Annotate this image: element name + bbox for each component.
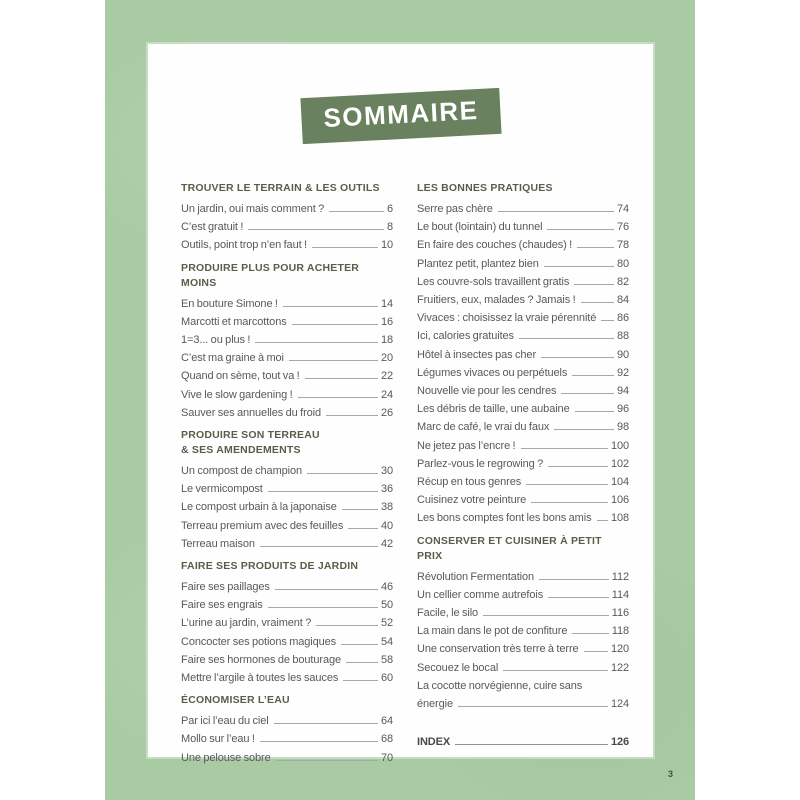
toc-leader-line	[526, 484, 608, 485]
toc-entry-page: 78	[616, 239, 629, 252]
toc-entry	[417, 586, 629, 604]
toc-entry	[181, 313, 393, 331]
toc-entry	[181, 712, 393, 730]
toc-leader-line	[531, 502, 608, 503]
toc-entry-label: C’est gratuit !	[181, 221, 244, 234]
toc-leader-line	[539, 579, 609, 580]
toc-entry-page: 70	[380, 751, 393, 764]
toc-entry-page: 122	[610, 661, 629, 674]
toc-entry-page: 26	[380, 406, 393, 419]
toc-entry-label: Hôtel à insectes pas cher	[417, 348, 537, 361]
toc-leader-line	[541, 357, 614, 358]
toc-entry-page: 86	[616, 312, 629, 325]
toc-leader-line	[584, 651, 608, 652]
toc-entry	[417, 364, 629, 382]
toc-entry	[417, 455, 629, 473]
toc-leader-line	[577, 247, 614, 248]
toc-entry-label: Parlez-vous le regrowing ?	[417, 457, 544, 470]
toc-entry-page: 116	[611, 607, 629, 620]
section-heading-line: TROUVER LE TERRAIN & LES OUTILS	[181, 182, 380, 194]
toc-leader-line	[348, 528, 378, 529]
toc-leader-line	[248, 229, 384, 230]
toc-entry-label: L’urine au jardin, vraiment ?	[181, 617, 312, 630]
toc-entry-page: 96	[616, 403, 629, 416]
toc-entry-page: 64	[380, 715, 393, 728]
toc-entry-label: Marcotti et marcottons	[181, 315, 287, 328]
toc-entry	[417, 400, 629, 418]
toc-entry-page: 58	[380, 653, 393, 666]
toc-entry-page: 22	[380, 370, 393, 383]
toc-entry-page: 108	[610, 512, 629, 525]
toc-entry	[181, 535, 393, 553]
toc-leader-line	[574, 284, 614, 285]
toc-entry-page: 8	[386, 221, 393, 234]
toc-entry-label: 1=3... ou plus !	[181, 334, 251, 347]
toc-entry	[417, 291, 629, 309]
toc-leader-line	[307, 473, 378, 474]
toc-entry-page: 80	[616, 257, 629, 270]
toc-entry-page: 68	[380, 733, 393, 746]
toc-entry-page: 18	[380, 334, 393, 347]
toc-entry-label: Les bons comptes font les bons amis	[417, 512, 592, 525]
toc-entry-page: 94	[616, 385, 629, 398]
toc-leader-line	[316, 625, 378, 626]
toc-leader-line	[289, 360, 378, 361]
toc-entry-label: Le bout (lointain) du tunnel	[417, 221, 543, 234]
toc-entry-label: Secouez le bocal	[417, 661, 499, 674]
toc-entry-label: Marc de café, le vrai du faux	[417, 421, 550, 434]
section-heading	[181, 559, 393, 574]
section-heading-line: & SES AMENDEMENTS	[181, 444, 301, 457]
toc-leader-line	[597, 520, 608, 521]
page-title-banner	[300, 88, 501, 144]
toc-entry-label: En faire des couches (chaudes) !	[417, 239, 573, 252]
toc-entry	[417, 568, 629, 586]
toc-leader-line	[292, 324, 378, 325]
toc-entry-label: C’est ma graine à moi	[181, 352, 284, 365]
section-heading-line: PRODUIRE SON TERREAU	[181, 429, 320, 442]
toc-entry-page: 90	[616, 348, 629, 361]
toc-entry-label: Concocter ses potions magiques	[181, 635, 337, 648]
toc-entry	[417, 382, 629, 400]
toc-entry	[417, 473, 629, 491]
toc-entry-label: Cuisinez votre peinture	[417, 494, 527, 507]
toc-entry-page: 46	[380, 581, 393, 594]
page-number-folio: 3	[667, 769, 673, 779]
toc-leader-line	[548, 466, 608, 467]
toc-entry-label: En bouture Simone !	[181, 297, 278, 310]
toc-leader-line	[572, 375, 614, 376]
toc-leader-line	[547, 229, 613, 230]
toc-entry	[417, 309, 629, 327]
toc-entry-page: 40	[380, 519, 393, 532]
toc-entry-page: 92	[616, 366, 629, 379]
toc-entry-page: 84	[616, 294, 629, 307]
section-heading	[181, 693, 393, 708]
toc-entry-page: 118	[611, 625, 629, 638]
toc-entry	[181, 236, 393, 254]
toc-entry-page: 106	[610, 494, 629, 507]
toc-leader-line	[572, 633, 608, 634]
book-cover-background	[105, 0, 695, 800]
toc-entry	[417, 346, 629, 364]
toc-section	[417, 181, 629, 528]
toc-entry-label: Sauver ses annuelles du froid	[181, 406, 322, 419]
toc-entry	[181, 480, 393, 498]
toc-leader-line	[312, 247, 378, 248]
toc-entry-label: Légumes vivaces ou perpétuels	[417, 366, 568, 379]
toc-leader-line	[274, 723, 378, 724]
section-heading-line: LES BONNES PRATIQUES	[417, 182, 553, 194]
toc-entry-label: Les couvre-sols travaillent gratis	[417, 275, 570, 288]
toc-leader-line	[255, 342, 378, 343]
toc-entry-page: 112	[611, 570, 629, 583]
toc-entry	[181, 498, 393, 516]
section-heading	[181, 181, 393, 196]
toc-entry-page: 36	[380, 483, 393, 496]
toc-entry-page: 104	[610, 476, 629, 489]
toc-leader-line	[483, 615, 609, 616]
section-heading	[417, 181, 629, 196]
toc-entry-label: énergie	[417, 698, 453, 711]
page-title: SOMMAIRE	[322, 94, 479, 134]
toc-entry	[417, 733, 629, 751]
toc-section	[417, 733, 629, 751]
toc-entry-page: 98	[616, 421, 629, 434]
toc-entry-page: 120	[610, 643, 629, 656]
toc-entry-label: Ici, calories gratuites	[417, 330, 514, 343]
toc-entry-label: Terreau premium avec des feuilles	[181, 519, 344, 532]
toc-entry-label: Facile, le silo	[417, 607, 479, 620]
toc-entry	[417, 640, 629, 658]
toc-leader-line	[329, 211, 384, 212]
toc-leader-line	[342, 509, 378, 510]
toc-section	[181, 559, 393, 687]
toc-entry-page: 114	[611, 588, 629, 601]
toc-entry	[417, 327, 629, 345]
toc-entry	[417, 255, 629, 273]
toc-entry-label: Une pelouse sobre	[181, 751, 271, 764]
toc-entry	[417, 491, 629, 509]
toc-leader-line	[260, 741, 378, 742]
toc-section	[181, 261, 393, 422]
toc-entry-label: Par ici l’eau du ciel	[181, 715, 269, 728]
toc-entry-page: 76	[616, 221, 629, 234]
toc-entry	[181, 349, 393, 367]
section-heading-line: FAIRE SES PRODUITS DE JARDIN	[181, 560, 359, 573]
section-heading	[181, 261, 393, 291]
toc-entry-label: Outils, point trop n’en faut !	[181, 239, 307, 252]
toc-entry-page: 16	[380, 315, 393, 328]
toc-entry-page: 102	[610, 457, 629, 470]
toc-leader-line	[519, 338, 614, 339]
toc-entry	[181, 651, 393, 669]
section-heading-line: PRODUIRE PLUS POUR ACHETER MOINS	[181, 261, 360, 289]
toc-entry-label: Faire ses engrais	[181, 599, 263, 612]
toc-leader-line	[260, 546, 378, 547]
toc-entry-label: Un jardin, oui mais comment ?	[181, 203, 325, 215]
toc-leader-line	[544, 266, 614, 267]
toc-entry	[181, 596, 393, 614]
toc-entry	[417, 509, 629, 527]
toc-entry-label: Vive le slow gardening !	[181, 388, 293, 401]
toc-section	[181, 181, 393, 255]
toc-leader-line	[268, 491, 378, 492]
toc-entry	[181, 295, 393, 313]
toc-entry-page: 82	[616, 275, 629, 288]
toc-entry-page: 126	[610, 736, 629, 749]
toc-entry-label: INDEX	[417, 736, 451, 749]
toc-entry	[181, 218, 393, 236]
toc-entry	[181, 614, 393, 632]
toc-section	[417, 534, 629, 714]
toc-leader-line	[601, 320, 614, 321]
toc-entry	[181, 331, 393, 349]
toc-entry	[181, 404, 393, 422]
toc-entry-page: 88	[616, 330, 629, 343]
toc-entry-label: Quand on sème, tout va !	[181, 370, 300, 383]
toc-entry	[417, 437, 629, 455]
toc-entry-label: Plantez petit, plantez bien	[417, 257, 539, 270]
toc-entry-page: 74	[616, 203, 629, 215]
toc-leader-line	[458, 706, 608, 707]
toc-leader-line	[554, 429, 614, 430]
toc-leader-line	[298, 397, 378, 398]
toc-entry-label: Faire ses paillages	[181, 581, 270, 594]
toc-entry-label: Récup en tous genres	[417, 476, 522, 489]
toc-entry	[181, 578, 393, 596]
toc-entry-page: 10	[380, 239, 393, 252]
toc-entry-label: Un compost de champion	[181, 465, 303, 478]
toc-entry	[181, 462, 393, 480]
toc-entry-label: Une conservation très terre à terre	[417, 643, 579, 656]
toc-leader-line	[521, 448, 608, 449]
toc-entry-page: 38	[380, 501, 393, 514]
toc-entry-label: Terreau maison	[181, 537, 255, 550]
toc-entry	[181, 633, 393, 651]
toc-leader-line	[341, 644, 378, 645]
toc-leader-line	[575, 411, 614, 412]
toc-entry-label: La main dans le pot de confiture	[417, 625, 568, 638]
toc-leader-line	[326, 415, 378, 416]
toc-entry	[417, 659, 629, 677]
toc-leader-line	[343, 680, 378, 681]
toc-entry-label: La cocotte norvégienne, cuire sans	[417, 679, 583, 692]
toc-leader-line	[581, 302, 614, 303]
section-heading-line: ÉCONOMISER L’EAU	[181, 694, 290, 707]
toc-entry	[181, 749, 393, 767]
toc-leader-line	[268, 607, 378, 608]
toc-entry-page: 124	[610, 698, 629, 711]
toc-entry	[417, 695, 629, 713]
toc-entry-label: Nouvelle vie pour les cendres	[417, 385, 557, 398]
toc-entry	[417, 604, 629, 622]
toc-entry	[181, 200, 393, 218]
toc-entry-label: Vivaces : choisissez la vraie pérennité	[417, 312, 597, 325]
toc-entry	[417, 218, 629, 236]
toc-entry-page: 54	[380, 635, 393, 648]
toc-entry-label: Faire ses hormones de bouturage	[181, 653, 341, 666]
toc-entry-label: Mettre l’argile à toutes les sauces	[181, 672, 339, 685]
toc-entry	[417, 273, 629, 291]
toc-entry-label: Un cellier comme autrefois	[417, 588, 544, 601]
toc-entry	[417, 236, 629, 254]
toc-entry	[181, 517, 393, 535]
toc-entry-page: 20	[380, 352, 393, 365]
toc-leader-line	[283, 306, 378, 307]
toc-entry	[181, 367, 393, 385]
toc-entry	[181, 669, 393, 687]
section-heading-line: CONSERVER ET CUISINER À PETIT PRIX	[417, 534, 602, 562]
toc-leader-line	[276, 760, 378, 761]
toc-entry	[417, 200, 629, 218]
toc-columns	[181, 181, 629, 767]
toc-entry-label: Le vermicompost	[181, 483, 263, 496]
toc-entry-label: Serre pas chère	[417, 203, 493, 215]
toc-section	[181, 693, 393, 767]
toc-entry-page: 24	[380, 388, 393, 401]
toc-leader-line	[561, 393, 614, 394]
toc-entry-label: Mollo sur l’eau !	[181, 733, 255, 746]
toc-column-left	[181, 181, 393, 767]
toc-leader-line	[346, 662, 378, 663]
toc-page	[148, 44, 653, 764]
section-heading	[417, 534, 629, 564]
toc-entry-page: 60	[380, 672, 393, 685]
toc-leader-line	[498, 211, 614, 212]
toc-entry-page: 100	[610, 439, 629, 452]
toc-entry	[417, 418, 629, 436]
toc-entry-page: 14	[380, 297, 393, 310]
toc-entry	[417, 622, 629, 640]
toc-leader-line	[275, 589, 378, 590]
toc-entry-label: Ne jetez pas l’encre !	[417, 439, 516, 452]
toc-entry-page: 50	[380, 599, 393, 612]
toc-entry	[181, 386, 393, 404]
toc-entry-page: 52	[380, 617, 393, 630]
toc-entry	[181, 730, 393, 748]
toc-leader-line	[455, 744, 608, 745]
toc-entry-label: Les débris de taille, une aubaine	[417, 403, 570, 416]
toc-entry-page: 30	[380, 465, 393, 478]
toc-leader-line	[305, 378, 378, 379]
section-heading	[181, 428, 393, 458]
toc-leader-line	[503, 670, 608, 671]
toc-entry-page: 42	[380, 537, 393, 550]
toc-entry-label: Le compost urbain à la japonaise	[181, 501, 337, 514]
toc-entry-label: Fruitiers, eux, malades ? Jamais !	[417, 294, 576, 307]
toc-column-right	[417, 181, 629, 767]
toc-leader-line	[548, 597, 609, 598]
toc-entry-page: 6	[386, 203, 393, 215]
toc-entry-label: Révolution Fermentation	[417, 570, 535, 583]
toc-section	[181, 428, 393, 553]
